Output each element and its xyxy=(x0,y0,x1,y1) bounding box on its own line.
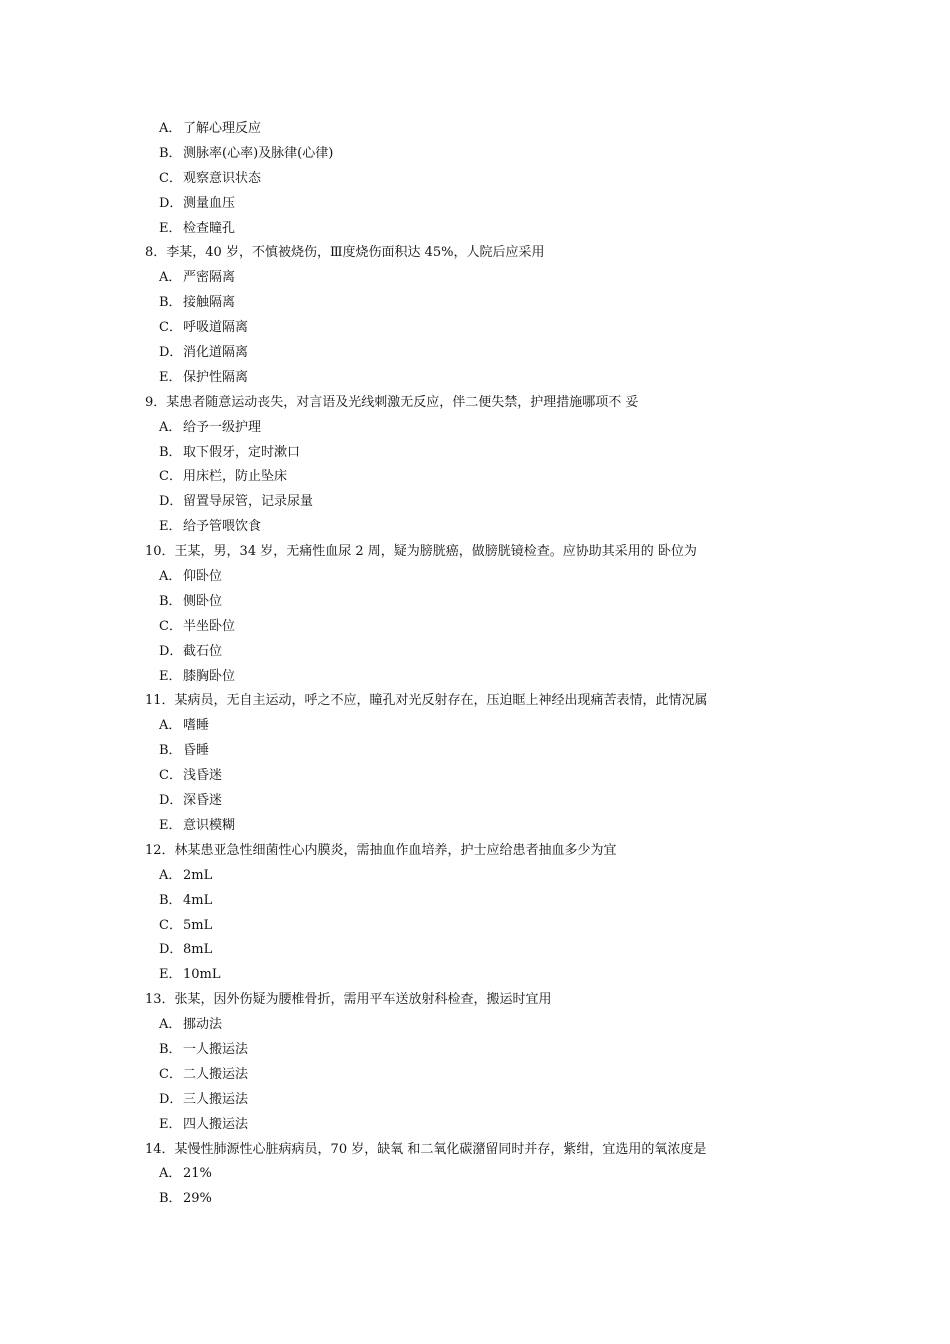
option-letter: C． xyxy=(159,320,182,336)
question-text: 张某，因外伤疑为腰椎骨折，需用平车送放射科检查，搬运时宜用 xyxy=(174,992,552,1008)
option-text: 了解心理反应 xyxy=(183,121,262,136)
answer-option xyxy=(0,914,950,939)
option-text: 测量血压 xyxy=(183,195,236,211)
option-text: 观察意识状态 xyxy=(183,170,262,186)
answer-option xyxy=(0,789,950,814)
option-text: 2mL xyxy=(183,867,213,883)
option-letter: A． xyxy=(159,419,182,435)
answer-option xyxy=(0,142,950,167)
option-text: 接触隔离 xyxy=(183,295,236,311)
option-letter: A． xyxy=(159,569,182,585)
option-letter: D． xyxy=(159,195,183,211)
option-letter: D． xyxy=(159,1091,183,1107)
option-letter: E． xyxy=(159,1116,182,1132)
option-text: 取下假牙，定时漱口 xyxy=(183,444,301,460)
option-letter: C． xyxy=(159,1066,182,1082)
question-stem xyxy=(0,241,950,266)
option-text: 4mL xyxy=(183,892,213,908)
option-text: 二人搬运法 xyxy=(183,1066,249,1082)
option-text: 呼吸道隔离 xyxy=(183,320,249,336)
question-text: 某病员，无自主运动，呼之不应，瞳孔对光反射存在，压迫眶上神经出现痛苦表情，此情况属 xyxy=(174,693,708,709)
option-text: 浅昏迷 xyxy=(183,768,223,784)
option-text: 用床栏，防止坠床 xyxy=(183,469,288,485)
answer-option xyxy=(0,1013,950,1038)
option-letter: A． xyxy=(159,1017,182,1033)
answer-option xyxy=(0,1063,950,1088)
question-number: 8． xyxy=(145,245,167,261)
option-letter: D． xyxy=(159,345,183,361)
option-text: 一人搬运法 xyxy=(183,1041,249,1057)
answer-option xyxy=(0,814,950,839)
option-letter: E． xyxy=(159,369,182,385)
option-letter: B． xyxy=(159,444,182,460)
answer-option xyxy=(0,465,950,490)
answer-option xyxy=(0,590,950,615)
answer-option xyxy=(0,167,950,192)
option-letter: B． xyxy=(159,743,182,759)
answer-option xyxy=(0,615,950,640)
question-stem xyxy=(0,689,950,714)
option-letter: A． xyxy=(159,1166,182,1182)
option-letter: A． xyxy=(159,867,182,883)
answer-option xyxy=(0,416,950,441)
option-letter: E． xyxy=(159,817,182,833)
answer-option xyxy=(0,963,950,988)
answer-option xyxy=(0,291,950,316)
answer-option xyxy=(0,366,950,391)
question-number: 9． xyxy=(145,394,167,410)
answer-option xyxy=(0,1113,950,1138)
answer-option xyxy=(0,640,950,665)
question-text: 某患者随意运动丧失，对言语及光线刺激无反应，伴二便失禁，护理措施哪项不 妥 xyxy=(166,394,639,410)
option-letter: B． xyxy=(159,1191,182,1207)
option-text: 三人搬运法 xyxy=(183,1091,249,1107)
option-letter: C． xyxy=(159,618,182,634)
option-text: 给予一级护理 xyxy=(183,419,262,435)
question-number: 12． xyxy=(145,842,175,858)
answer-option xyxy=(0,889,950,914)
question-text: 李某，40 岁，不慎被烧伤，Ⅲ度烧伤面积达 45%，人院后应采用 xyxy=(166,245,545,261)
answer-option xyxy=(0,714,950,739)
option-text: 留置导尿管，记录尿量 xyxy=(183,494,314,510)
answer-option xyxy=(0,316,950,341)
option-text: 保护性隔离 xyxy=(183,369,249,385)
question-stem xyxy=(0,988,950,1013)
question-stem xyxy=(0,1138,950,1163)
answer-option xyxy=(0,764,950,789)
answer-option xyxy=(0,1088,950,1113)
answer-option xyxy=(0,441,950,466)
option-text: 检查瞳孔 xyxy=(183,220,236,236)
option-text: 严密隔离 xyxy=(183,270,236,286)
answer-option xyxy=(0,341,950,366)
answer-option xyxy=(0,490,950,515)
document-page xyxy=(0,117,950,1212)
option-letter: D． xyxy=(159,942,183,958)
answer-option xyxy=(0,515,950,540)
option-letter: A． xyxy=(159,270,182,286)
answer-option xyxy=(0,565,950,590)
option-letter: E． xyxy=(159,519,182,535)
option-letter: D． xyxy=(159,793,183,809)
option-letter: B． xyxy=(159,892,182,908)
option-text: 消化道隔离 xyxy=(183,345,249,361)
option-text: 四人搬运法 xyxy=(183,1116,249,1132)
answer-option xyxy=(0,1038,950,1063)
option-letter: A． xyxy=(159,718,182,734)
option-letter: B． xyxy=(159,295,182,311)
answer-option xyxy=(0,192,950,217)
option-letter: E． xyxy=(159,668,182,684)
answer-option xyxy=(0,117,950,142)
option-text: 挪动法 xyxy=(183,1017,223,1033)
answer-option xyxy=(0,864,950,889)
option-letter: B． xyxy=(159,145,182,161)
answer-option xyxy=(0,1187,950,1212)
option-letter: E． xyxy=(159,220,182,236)
option-text: 膝胸卧位 xyxy=(183,668,236,684)
option-text: 仰卧位 xyxy=(183,569,223,585)
option-letter: E． xyxy=(159,967,182,983)
question-number: 10． xyxy=(145,544,175,560)
option-text: 半坐卧位 xyxy=(183,618,236,634)
answer-option xyxy=(0,665,950,690)
option-text: 29% xyxy=(183,1191,212,1207)
option-text: 21% xyxy=(183,1166,212,1182)
question-number: 11． xyxy=(145,693,175,709)
question-number: 14． xyxy=(145,1141,175,1157)
option-text: 嗜睡 xyxy=(183,718,210,734)
option-letter: D． xyxy=(159,494,183,510)
option-letter: C． xyxy=(159,469,182,485)
answer-option xyxy=(0,938,950,963)
question-stem xyxy=(0,540,950,565)
option-text: 侧卧位 xyxy=(183,593,223,609)
option-letter: B． xyxy=(159,593,182,609)
answer-option xyxy=(0,1162,950,1187)
question-number: 13． xyxy=(145,992,175,1008)
option-text: 截石位 xyxy=(183,643,223,659)
option-letter: D． xyxy=(159,643,183,659)
option-letter: A． xyxy=(159,121,182,136)
option-text: 5mL xyxy=(183,917,213,933)
option-letter: C． xyxy=(159,917,182,933)
option-text: 8mL xyxy=(183,942,213,958)
question-stem xyxy=(0,839,950,864)
option-letter: C． xyxy=(159,768,182,784)
option-text: 昏睡 xyxy=(183,743,210,759)
option-text: 10mL xyxy=(183,967,221,983)
option-letter: C． xyxy=(159,170,182,186)
option-text: 深昏迷 xyxy=(183,793,223,809)
question-text: 林某患亚急性细菌性心内膜炎，需抽血作血培养，护士应给患者抽血多少为宜 xyxy=(174,842,617,858)
option-text: 测脉率(心率)及脉律(心律) xyxy=(183,145,334,161)
question-text: 王某，男，34 岁，无痛性血尿 2 周，疑为膀胱癌，做膀胱镜检查。应协助其采用的 卧位为 xyxy=(174,544,697,560)
option-letter: B． xyxy=(159,1041,182,1057)
option-text: 给予管喂饮食 xyxy=(183,519,262,535)
option-text: 意识模糊 xyxy=(183,817,236,833)
answer-option xyxy=(0,739,950,764)
answer-option xyxy=(0,217,950,242)
question-text: 某慢性肺源性心脏病病员，70 岁，缺氧 和二氧化碳潴留同时并存，紫绀，宜选用的氧浓度是 xyxy=(174,1141,707,1157)
answer-option xyxy=(0,266,950,291)
question-stem xyxy=(0,391,950,416)
